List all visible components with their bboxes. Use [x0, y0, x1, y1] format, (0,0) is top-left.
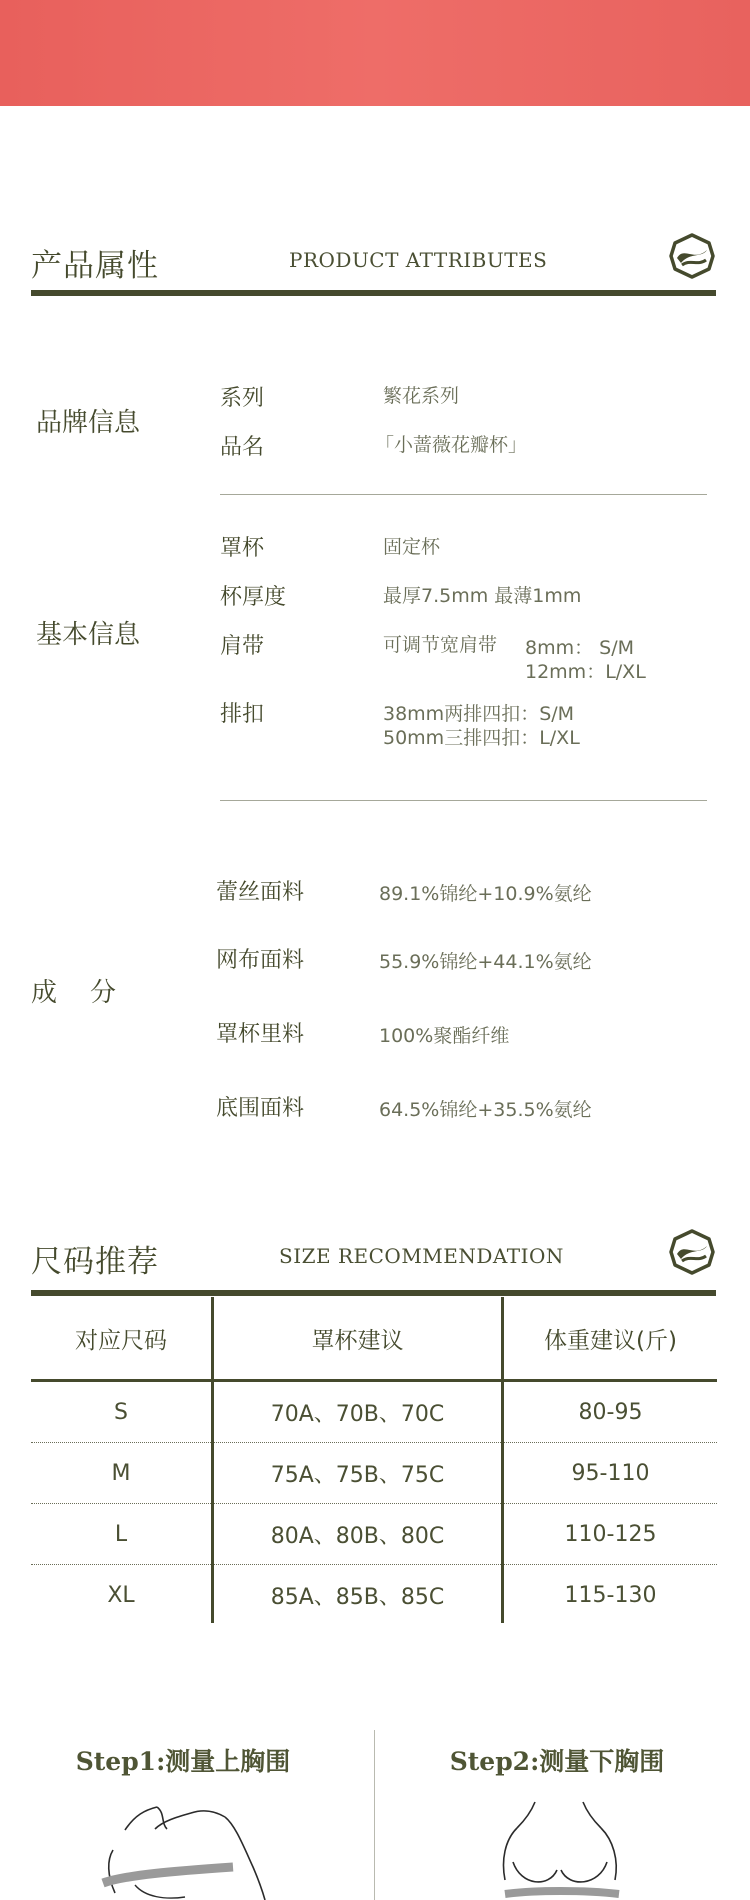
thickness-value: 最厚7.5mm 最薄1mm: [383, 585, 582, 607]
size-section-rule: [31, 1290, 716, 1296]
hook-key: 排扣: [220, 702, 265, 727]
weight-cell: 115-130: [564, 1582, 657, 1608]
divider: [220, 800, 707, 801]
step1-title: Step1:测量上胸围: [75, 1747, 291, 1776]
cup-cell: 85A、85B、85C: [270, 1584, 445, 1610]
table-column-divider: [501, 1297, 504, 1623]
composition-key: 蕾丝面料: [216, 880, 305, 905]
cup-key: 罩杯: [220, 536, 265, 561]
composition-value: 89.1%锦纶+10.9%氨纶: [379, 883, 592, 905]
composition-value: 55.9%锦纶+44.1%氨纶: [379, 951, 592, 973]
top-banner: [0, 0, 750, 106]
size-section-header: [31, 1222, 716, 1302]
divider: [220, 494, 707, 495]
composition-label: 成 分: [31, 978, 117, 1008]
attributes-section-title: 产品属性: [31, 248, 159, 284]
weight-cell: 110-125: [564, 1521, 657, 1547]
steps-divider: [374, 1730, 375, 1900]
thickness-key: 杯厚度: [220, 585, 287, 610]
strap-key: 肩带: [220, 634, 265, 659]
product-name-key: 品名: [220, 435, 265, 460]
weight-cell: 80-95: [578, 1399, 643, 1425]
brand-leaf-logo-icon: [668, 232, 716, 280]
table-column-divider: [211, 1297, 214, 1623]
composition-key: 底围面料: [216, 1096, 305, 1121]
size-table: [31, 1297, 717, 1625]
size-section-title: 尺码推荐: [31, 1244, 159, 1280]
attributes-section-rule: [31, 290, 716, 296]
composition-key: 罩杯里料: [216, 1022, 305, 1047]
composition-value: 64.5%锦纶+35.5%氨纶: [379, 1099, 592, 1121]
size-table-header: [31, 1297, 717, 1382]
size-cell: S: [114, 1399, 128, 1425]
strap-size-line-1: 8mm： S/M: [525, 637, 634, 659]
product-name-value: 「小蔷薇花瓣杯」: [375, 434, 528, 456]
cup-cell: 75A、75B、75C: [270, 1462, 445, 1488]
cup-cell: 70A、70B、70C: [270, 1401, 445, 1427]
table-row: [31, 1504, 717, 1565]
header-size: 对应尺码: [75, 1327, 167, 1354]
hook-line-2: 50mm三排四扣：L/XL: [383, 727, 580, 749]
cup-value: 固定杯: [383, 536, 441, 558]
series-value: 繁花系列: [383, 385, 460, 407]
cup-cell: 80A、80B、80C: [270, 1523, 445, 1549]
composition-key: 网布面料: [216, 948, 305, 973]
strap-size-line-2: 12mm：L/XL: [525, 661, 646, 683]
header-cup: 罩杯建议: [311, 1327, 404, 1354]
table-row: [31, 1382, 717, 1443]
strap-value: 可调节宽肩带: [383, 634, 498, 656]
step2-title: Step2:测量下胸围: [449, 1747, 665, 1776]
table-row: [31, 1443, 717, 1504]
size-cell: XL: [107, 1582, 135, 1608]
brand-leaf-logo-icon: [668, 1228, 716, 1276]
series-key: 系列: [220, 386, 265, 411]
size-cell: M: [111, 1460, 131, 1486]
under-bust-measure-illustration: [495, 1800, 635, 1900]
composition-value: 100%聚酯纤维: [379, 1025, 510, 1047]
attributes-section-title-en: PRODUCT ATTRIBUTES: [289, 248, 548, 272]
attributes-section-header: [31, 226, 716, 306]
upper-bust-measure-illustration: [95, 1805, 275, 1900]
brand-info-label: 品牌信息: [36, 408, 141, 438]
header-weight: 体重建议(斤): [544, 1327, 677, 1354]
hook-line-1: 38mm两排四扣：S/M: [383, 703, 575, 725]
size-cell: L: [114, 1521, 128, 1547]
size-section-title-en: SIZE RECOMMENDATION: [279, 1244, 564, 1268]
table-row: [31, 1565, 717, 1625]
weight-cell: 95-110: [571, 1460, 650, 1486]
basic-info-label: 基本信息: [36, 620, 141, 650]
